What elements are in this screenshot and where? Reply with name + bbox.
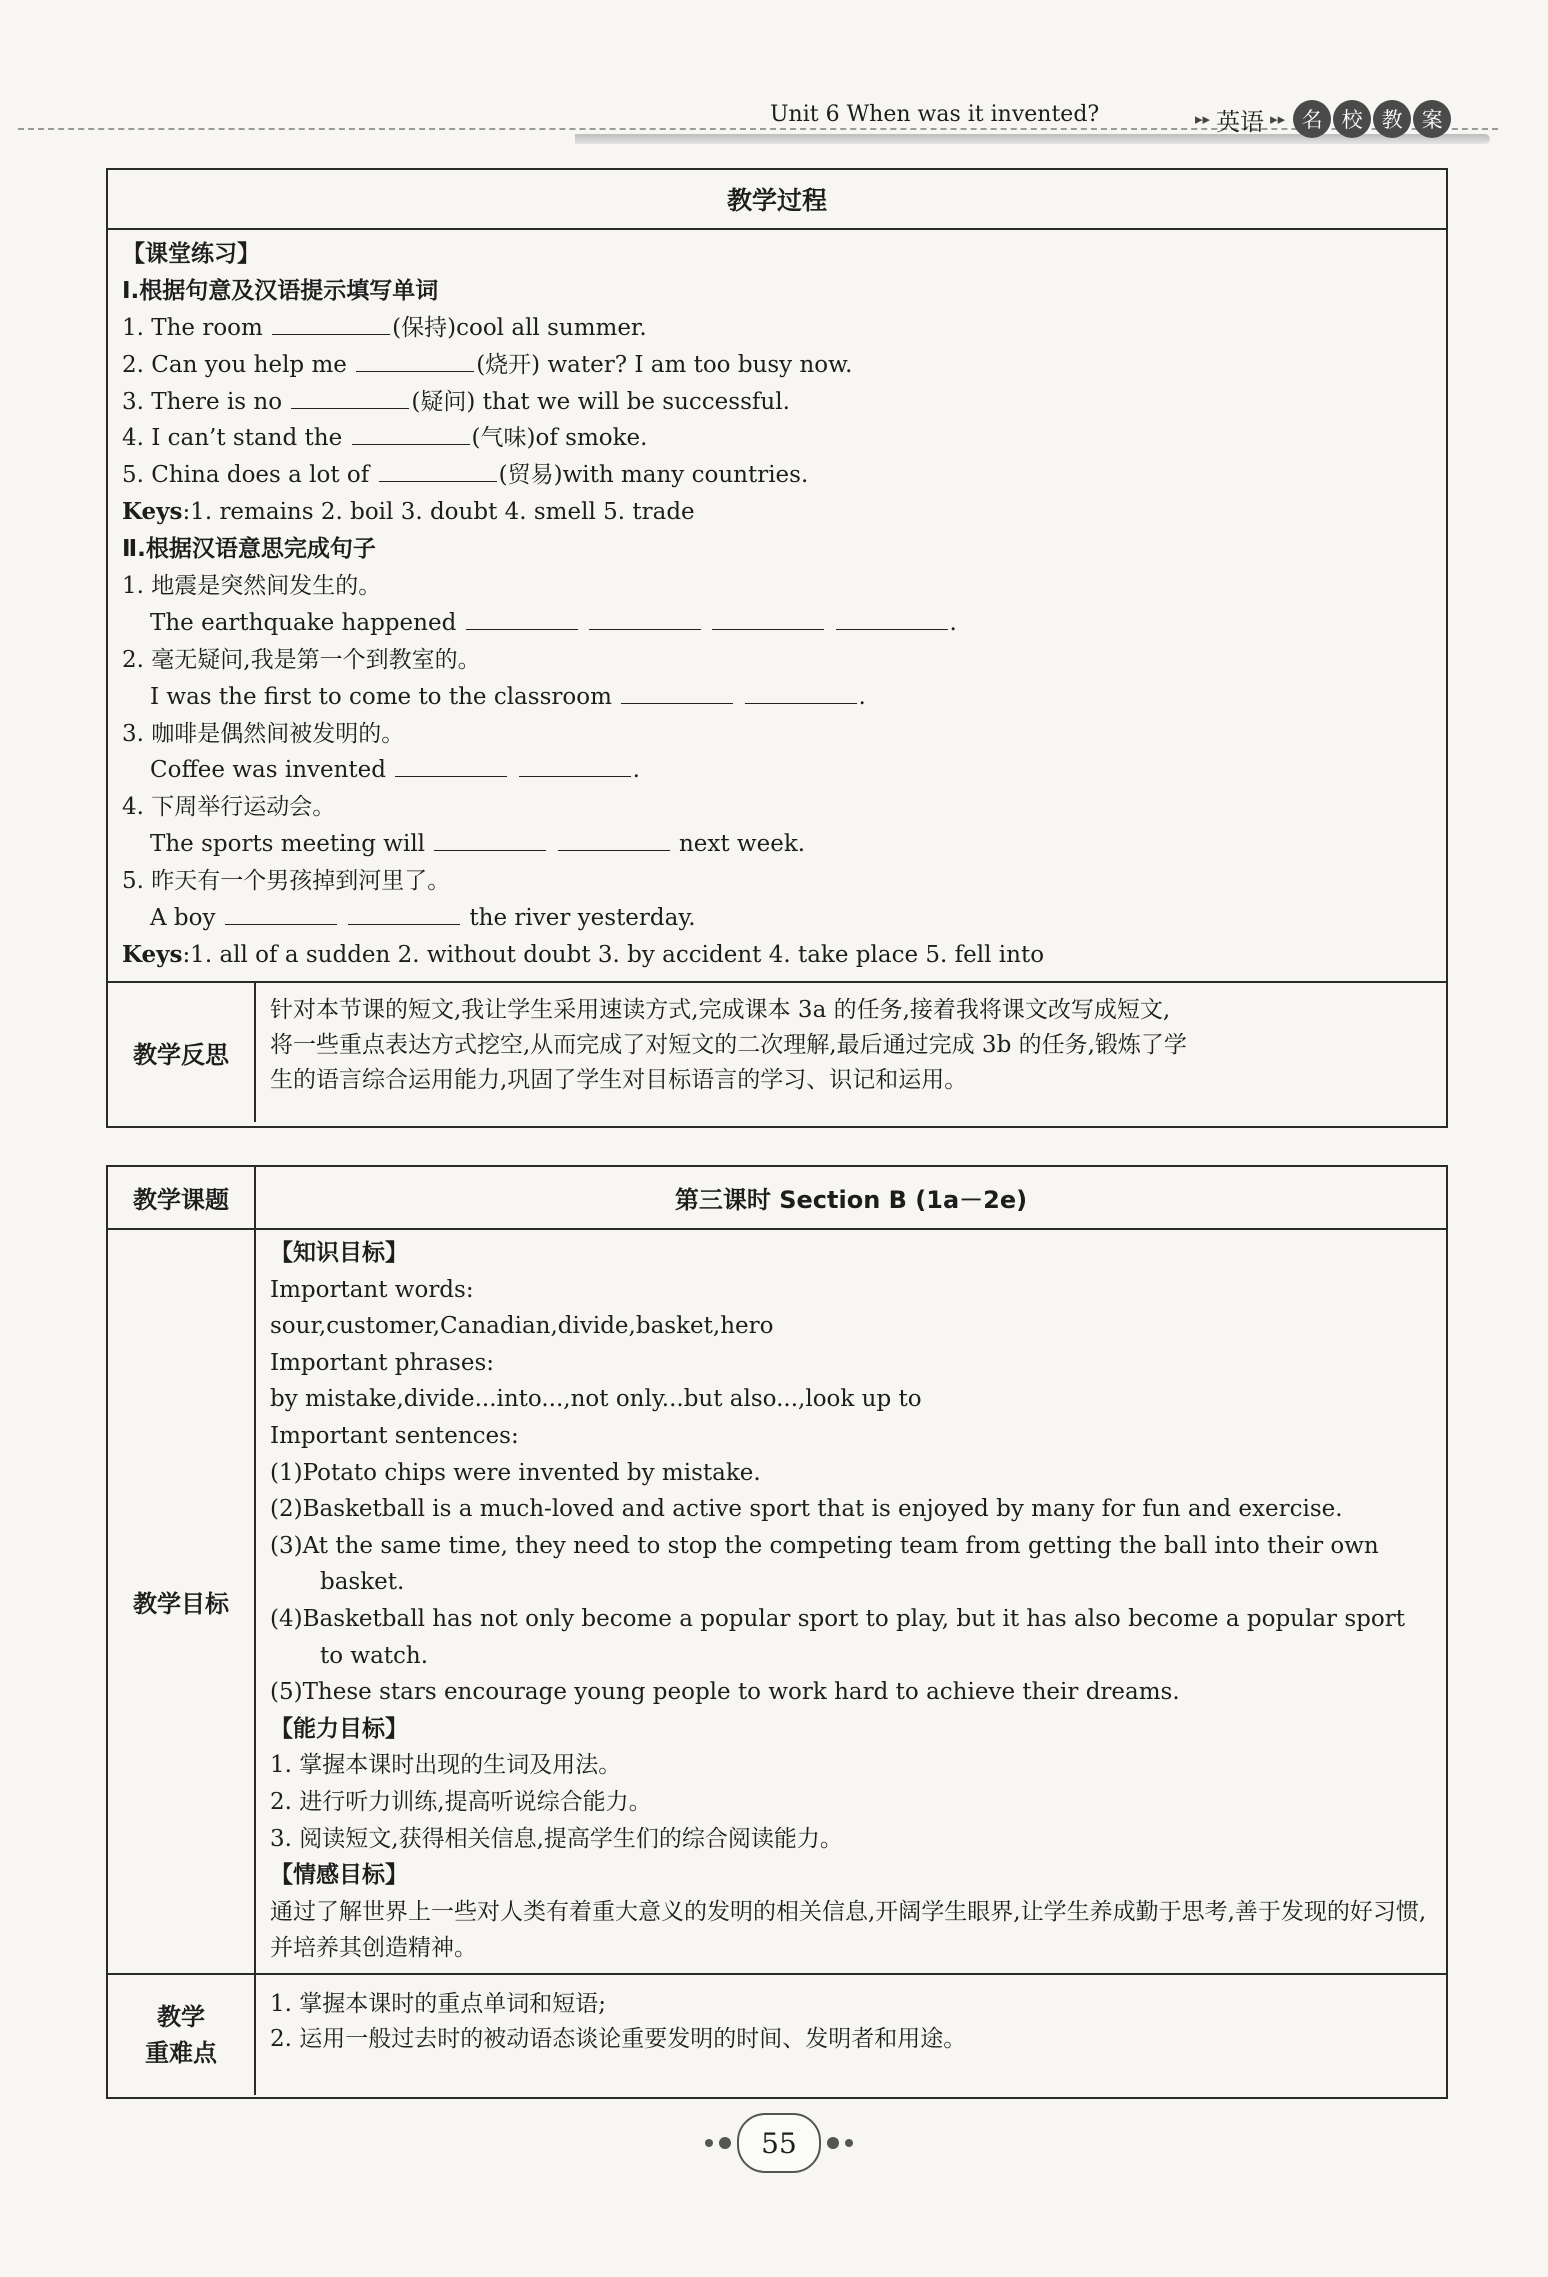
ability-heading: 【能力目标】 [270, 1715, 408, 1742]
brand-char: 教 [1373, 100, 1411, 138]
reflection-line: 将一些重点表达方式挖空,从而完成了对短文的二次理解,最后通过完成 3b 的任务,锻炼了学 [270, 1032, 1187, 1058]
decor-dot [719, 2137, 731, 2149]
translation-sentence: A boy the river yesterday. [122, 900, 1432, 937]
words-list: sour,customer,Canadian,divide,basket,hero [270, 1313, 774, 1340]
part2-heading: Ⅱ.根据汉语意思完成句子 [122, 536, 376, 563]
translation-prompt: 5. 昨天有一个男孩掉到河里了。 [122, 868, 451, 895]
difficulty-item: 1. 掌握本课时的重点单词和短语; [270, 1991, 607, 2017]
difficulty-item: 2. 运用一般过去时的被动语态谈论重要发明的时间、发明者和用途。 [270, 2026, 967, 2052]
translation-sentence: Coffee was invented . [122, 752, 1432, 789]
brand-char: 名 [1293, 100, 1331, 138]
decor-dot [705, 2139, 713, 2147]
arrow-icon: ▸▸ [1270, 110, 1286, 128]
exercise-item: 1. The room (保持)cool all summer. [122, 310, 1432, 347]
brand-logo [1293, 100, 1451, 138]
emotion-heading: 【情感目标】 [270, 1862, 408, 1889]
reflection-line: 针对本节课的短文,我让学生采用速读方式,完成课本 3a 的任务,接着我将课文改写成短文, [270, 997, 1171, 1023]
translation-sentence: The sports meeting will next week. [122, 826, 1432, 863]
translation-prompt: 2. 毫无疑问,我是第一个到教室的。 [122, 646, 481, 673]
translation-prompt: 3. 咖啡是偶然间被发明的。 [122, 720, 405, 747]
sentences-label: Important sentences: [270, 1422, 519, 1449]
reflection-row [108, 983, 1446, 1122]
difficulty-content [256, 1975, 1446, 2095]
ability-item: 2. 进行听力训练,提高听说综合能力。 [270, 1788, 652, 1815]
goals-row [108, 1230, 1446, 1975]
subject-label: 英语 [1216, 107, 1265, 136]
reflection-text [256, 983, 1446, 1122]
translation-prompt: 4. 下周举行运动会。 [122, 794, 336, 821]
decor-dot [845, 2139, 853, 2147]
phrases-label: Important phrases: [270, 1349, 494, 1376]
brand-char: 校 [1333, 100, 1371, 138]
unit-title: Unit 6 When was it invented? [770, 102, 1100, 127]
knowledge-heading: 【知识目标】 [270, 1240, 408, 1266]
exercise-item: 4. I can’t stand the (气味)of smoke. [122, 420, 1432, 457]
sentence-item: (5)These stars encourage young people to work hard to achieve their dreams. [270, 1679, 1180, 1706]
sentence-item: (2)Basketball is a much-loved and active sport that is enjoyed by many for fun and exercise. [270, 1496, 1343, 1523]
translation-sentence: I was the first to come to the classroom . [122, 679, 1432, 716]
lesson-plan-table [106, 1165, 1448, 2099]
topic-row [108, 1167, 1446, 1230]
answer-keys: Keys:1. remains 2. boil 3. doubt 4. smell 5. trade [122, 498, 695, 526]
phrases-list: by mistake,divide...into...,not only...but also...,look up to [270, 1386, 922, 1413]
decor-dot [827, 2137, 839, 2149]
teaching-process-table [106, 168, 1448, 1128]
section-heading: 【课堂练习】 [122, 241, 260, 267]
arrow-icon: ▸▸ [1195, 110, 1211, 128]
translation-sentence: The earthquake happened . [122, 605, 1432, 642]
brand-char: 案 [1413, 100, 1451, 138]
goals-label: 教学目标 [108, 1230, 256, 1973]
exercise-item: 3. There is no (疑问) that we will be successful. [122, 384, 1432, 421]
process-title: 教学过程 [108, 170, 1446, 230]
difficulty-row [108, 1975, 1446, 2095]
topic-label: 教学课题 [108, 1167, 256, 1228]
process-content [108, 230, 1446, 983]
page-number: 55 [737, 2113, 821, 2173]
emotion-text: 通过了解世界上一些对人类有着重大意义的发明的相关信息,开阔学生眼界,让学生养成勤于思考,善于发现的好习惯,并培养其创造精神。 [270, 1898, 1427, 1962]
answer-keys: Keys:1. all of a sudden 2. without doubt 3. by accident 4. take place 5. fell into [122, 940, 1045, 968]
exercise-item: 5. China does a lot of (贸易)with many countries. [122, 457, 1432, 494]
subject-brand [1195, 100, 1451, 138]
sentence-item: (4)Basketball has not only become a popular sport to play, but it has also become a popular sport to watch. [270, 1605, 1405, 1669]
part1-heading: Ⅰ.根据句意及汉语提示填写单词 [122, 277, 439, 304]
sentence-item: (3)At the same time, they need to stop the competing team from getting the ball into their own basket. [270, 1532, 1379, 1596]
ability-item: 1. 掌握本课时出现的生词及用法。 [270, 1752, 622, 1779]
ability-item: 3. 阅读短文,获得相关信息,提高学生们的综合阅读能力。 [270, 1825, 843, 1852]
reflection-line: 生的语言综合运用能力,巩固了学生对目标语言的学习、识记和运用。 [270, 1067, 968, 1093]
translation-prompt: 1. 地震是突然间发生的。 [122, 573, 382, 600]
exercise-item: 2. Can you help me (烧开) water? I am too busy now. [122, 347, 1432, 384]
difficulty-label: 教学 重难点 [108, 1975, 256, 2095]
goals-content [256, 1230, 1446, 1973]
words-label: Important words: [270, 1276, 474, 1303]
sentence-item: (1)Potato chips were invented by mistake. [270, 1459, 761, 1486]
topic-title: 第三课时 Section B (1a－2e) [674, 1186, 1028, 1214]
page-number-badge [705, 2113, 853, 2173]
reflection-label: 教学反思 [108, 983, 256, 1122]
